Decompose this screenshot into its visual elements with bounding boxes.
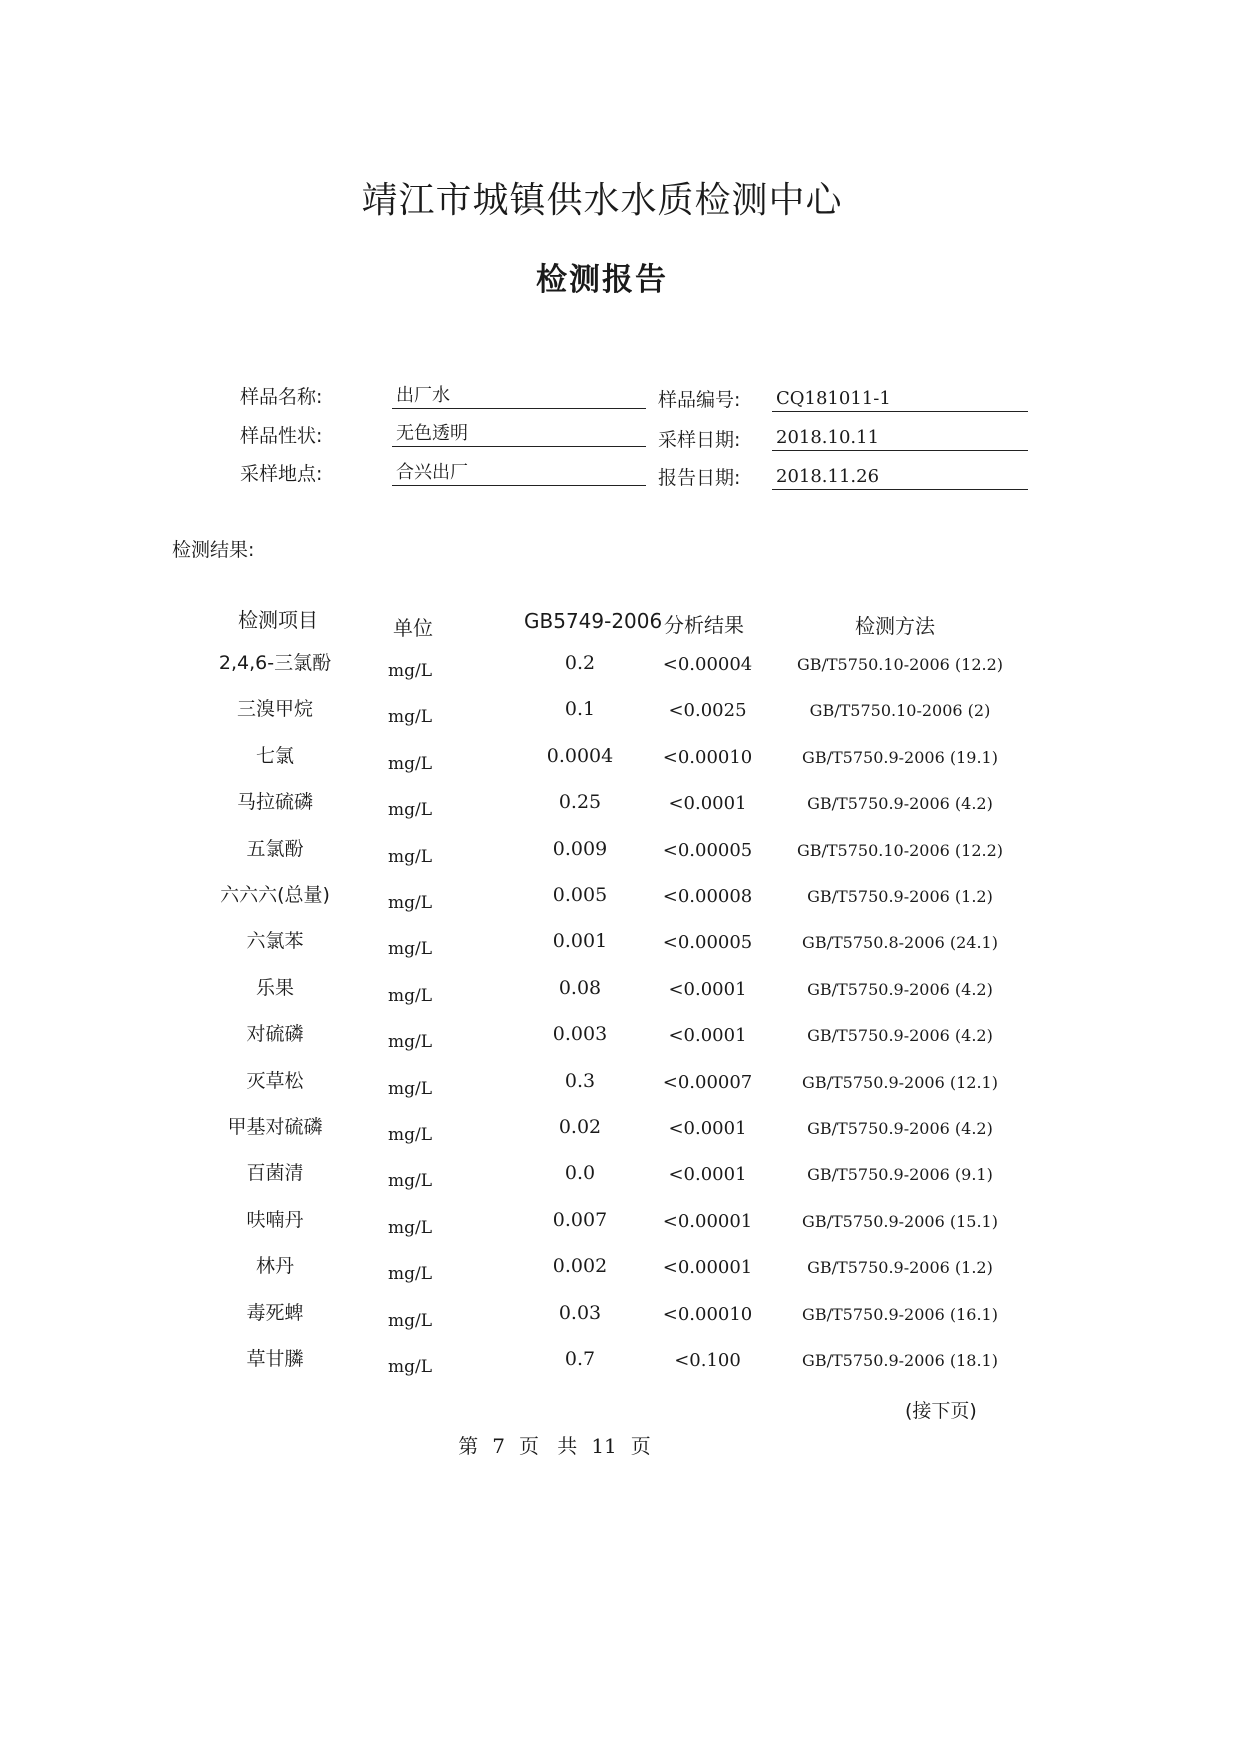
row-item: 呋喃丹: [246, 1208, 304, 1231]
row-result: <0.100: [674, 1350, 741, 1371]
row-standard: 0.003: [552, 1023, 608, 1046]
row-method: GB/T5750.9-2006 (1.2): [807, 887, 993, 906]
sample-state-value: 无色透明: [392, 421, 646, 447]
row-result: <0.00010: [662, 746, 753, 768]
row-result: <0.0025: [668, 700, 747, 722]
row-method: GB/T5750.9-2006 (9.1): [807, 1165, 993, 1185]
row-method: GB/T5750.10-2006 (2): [809, 701, 991, 721]
row-method: GB/T5750.10-2006 (12.2): [796, 655, 1004, 674]
col-header-unit: 单位: [393, 616, 433, 640]
row-standard: 0.0004: [546, 744, 614, 767]
results-label: 检测结果:: [172, 539, 255, 561]
row-unit: mg/L: [387, 846, 433, 867]
row-unit: mg/L: [387, 1264, 433, 1285]
row-standard: 0.002: [552, 1255, 608, 1278]
sample-no-value: CQ181011-1: [772, 386, 1028, 412]
table-row: [0, 694, 1109, 740]
row-unit: mg/L: [387, 1171, 433, 1192]
row-item: 毒死蜱: [246, 1301, 304, 1324]
row-unit: mg/L: [387, 939, 433, 960]
col-header-item: 检测项目: [238, 608, 318, 632]
sample-state-label: 样品性状:: [240, 425, 323, 447]
sampling-date-value: 2018.10.11: [772, 425, 1028, 451]
row-standard: 0.08: [558, 976, 602, 999]
row-standard: 0.02: [558, 1116, 602, 1138]
sampling-site-label: 采样地点:: [240, 463, 323, 485]
row-standard: 0.007: [552, 1208, 608, 1231]
table-row: [0, 1298, 1109, 1344]
row-unit: mg/L: [387, 1078, 433, 1099]
row-result: <0.0001: [668, 978, 747, 1000]
row-method: GB/T5750.9-2006 (4.2): [807, 794, 993, 814]
report-title: 检测报告: [536, 262, 668, 298]
table-row: [0, 926, 1109, 972]
row-unit: mg/L: [387, 800, 433, 821]
row-method: GB/T5750.10-2006 (12.2): [796, 840, 1004, 860]
row-standard: 0.001: [552, 930, 608, 953]
row-unit: mg/L: [387, 893, 433, 913]
table-row: [0, 880, 1109, 926]
row-result: <0.00004: [662, 654, 753, 675]
row-item: 甲基对硫磷: [227, 1116, 323, 1138]
org-name: 靖江市城镇供水水质检测中心: [361, 180, 843, 221]
table-row: [0, 973, 1109, 1019]
row-result: <0.00005: [662, 932, 753, 954]
row-standard: 0.2: [564, 652, 596, 674]
table-row: [0, 787, 1109, 833]
row-result: <0.00001: [662, 1257, 753, 1279]
row-method: GB/T5750.8-2006 (24.1): [802, 933, 998, 953]
row-result: <0.00008: [662, 886, 753, 907]
table-row: [0, 1158, 1109, 1204]
row-item: 乐果: [255, 976, 294, 999]
row-item: 林丹: [255, 1255, 294, 1278]
row-standard: 0.009: [552, 837, 608, 860]
row-method: GB/T5750.9-2006 (15.1): [802, 1211, 998, 1231]
row-item: 七氯: [255, 744, 294, 767]
sample-no-label: 样品编号:: [658, 389, 741, 411]
table-row: [0, 741, 1109, 787]
row-method: GB/T5750.9-2006 (12.1): [802, 1072, 998, 1092]
row-result: <0.00001: [662, 1210, 753, 1232]
row-result: <0.0001: [668, 1118, 747, 1139]
footer-prefix: 第: [458, 1434, 479, 1458]
row-item: 六氯苯: [246, 930, 304, 953]
row-unit: mg/L: [387, 1357, 433, 1377]
continued-note: (接下页): [905, 1400, 977, 1422]
table-row: [0, 1066, 1109, 1112]
row-method: GB/T5750.9-2006 (4.2): [807, 979, 993, 999]
col-header-result: 分析结果: [664, 613, 744, 637]
row-standard: 0.0: [564, 1162, 596, 1185]
row-unit: mg/L: [387, 1125, 433, 1145]
table-row: [0, 1205, 1109, 1251]
row-item: 灭草松: [246, 1069, 304, 1092]
row-unit: mg/L: [387, 753, 433, 774]
row-standard: 0.25: [558, 791, 602, 814]
report-date-value: 2018.11.26: [772, 464, 1028, 490]
row-result: <0.0001: [668, 1164, 747, 1186]
col-header-standard: GB5749-2006: [524, 609, 663, 633]
table-row: [0, 1112, 1109, 1158]
row-method: GB/T5750.9-2006 (4.2): [807, 1026, 993, 1046]
row-method: GB/T5750.9-2006 (4.2): [807, 1119, 993, 1138]
row-standard: 0.7: [564, 1348, 596, 1370]
row-method: GB/T5750.9-2006 (16.1): [802, 1304, 998, 1324]
table-row: [0, 648, 1109, 694]
row-item: 百菌清: [246, 1162, 304, 1185]
table-row: [0, 1019, 1109, 1065]
col-header-method: 检测方法: [855, 614, 935, 638]
row-item: 六六六(总量): [220, 884, 330, 906]
row-result: <0.00010: [662, 1303, 753, 1325]
row-item: 五氯酚: [246, 837, 304, 860]
footer-total-pages: 11: [591, 1434, 617, 1458]
row-standard: 0.005: [552, 884, 608, 906]
table-row: [0, 834, 1109, 880]
row-unit: mg/L: [387, 985, 433, 1006]
row-standard: 0.03: [558, 1301, 602, 1324]
footer-page-number: 7: [492, 1434, 505, 1458]
footer-middle: 页 共: [518, 1434, 578, 1458]
footer-suffix: 页: [630, 1434, 651, 1458]
report-date-label: 报告日期:: [658, 467, 741, 489]
row-item: 2,4,6-三氯酚: [218, 652, 332, 674]
sampling-site-value: 合兴出厂: [392, 460, 646, 486]
row-method: GB/T5750.9-2006 (18.1): [802, 1351, 998, 1370]
row-result: <0.00005: [662, 839, 753, 861]
row-item: 马拉硫磷: [236, 791, 313, 814]
row-method: GB/T5750.9-2006 (1.2): [807, 1258, 993, 1278]
row-unit: mg/L: [387, 1310, 433, 1331]
row-result: <0.0001: [668, 1025, 747, 1047]
row-result: <0.00007: [662, 1071, 753, 1093]
row-item: 对硫磷: [246, 1023, 304, 1046]
sample-name-label: 样品名称:: [240, 386, 323, 408]
table-row: [0, 1251, 1109, 1297]
table-row: [0, 1344, 1109, 1390]
row-standard: 0.3: [564, 1069, 596, 1092]
row-method: GB/T5750.9-2006 (19.1): [802, 747, 998, 767]
row-unit: mg/L: [387, 661, 433, 681]
row-unit: mg/L: [387, 1217, 433, 1238]
row-unit: mg/L: [387, 1032, 433, 1053]
row-item: 三溴甲烷: [236, 698, 313, 721]
sampling-date-label: 采样日期:: [658, 429, 741, 451]
row-result: <0.0001: [668, 793, 747, 815]
row-unit: mg/L: [387, 707, 433, 728]
sample-name-value: 出厂水: [392, 383, 646, 409]
page-footer: [0, 1430, 1109, 1459]
row-item: 草甘膦: [246, 1348, 304, 1370]
row-standard: 0.1: [564, 698, 596, 721]
